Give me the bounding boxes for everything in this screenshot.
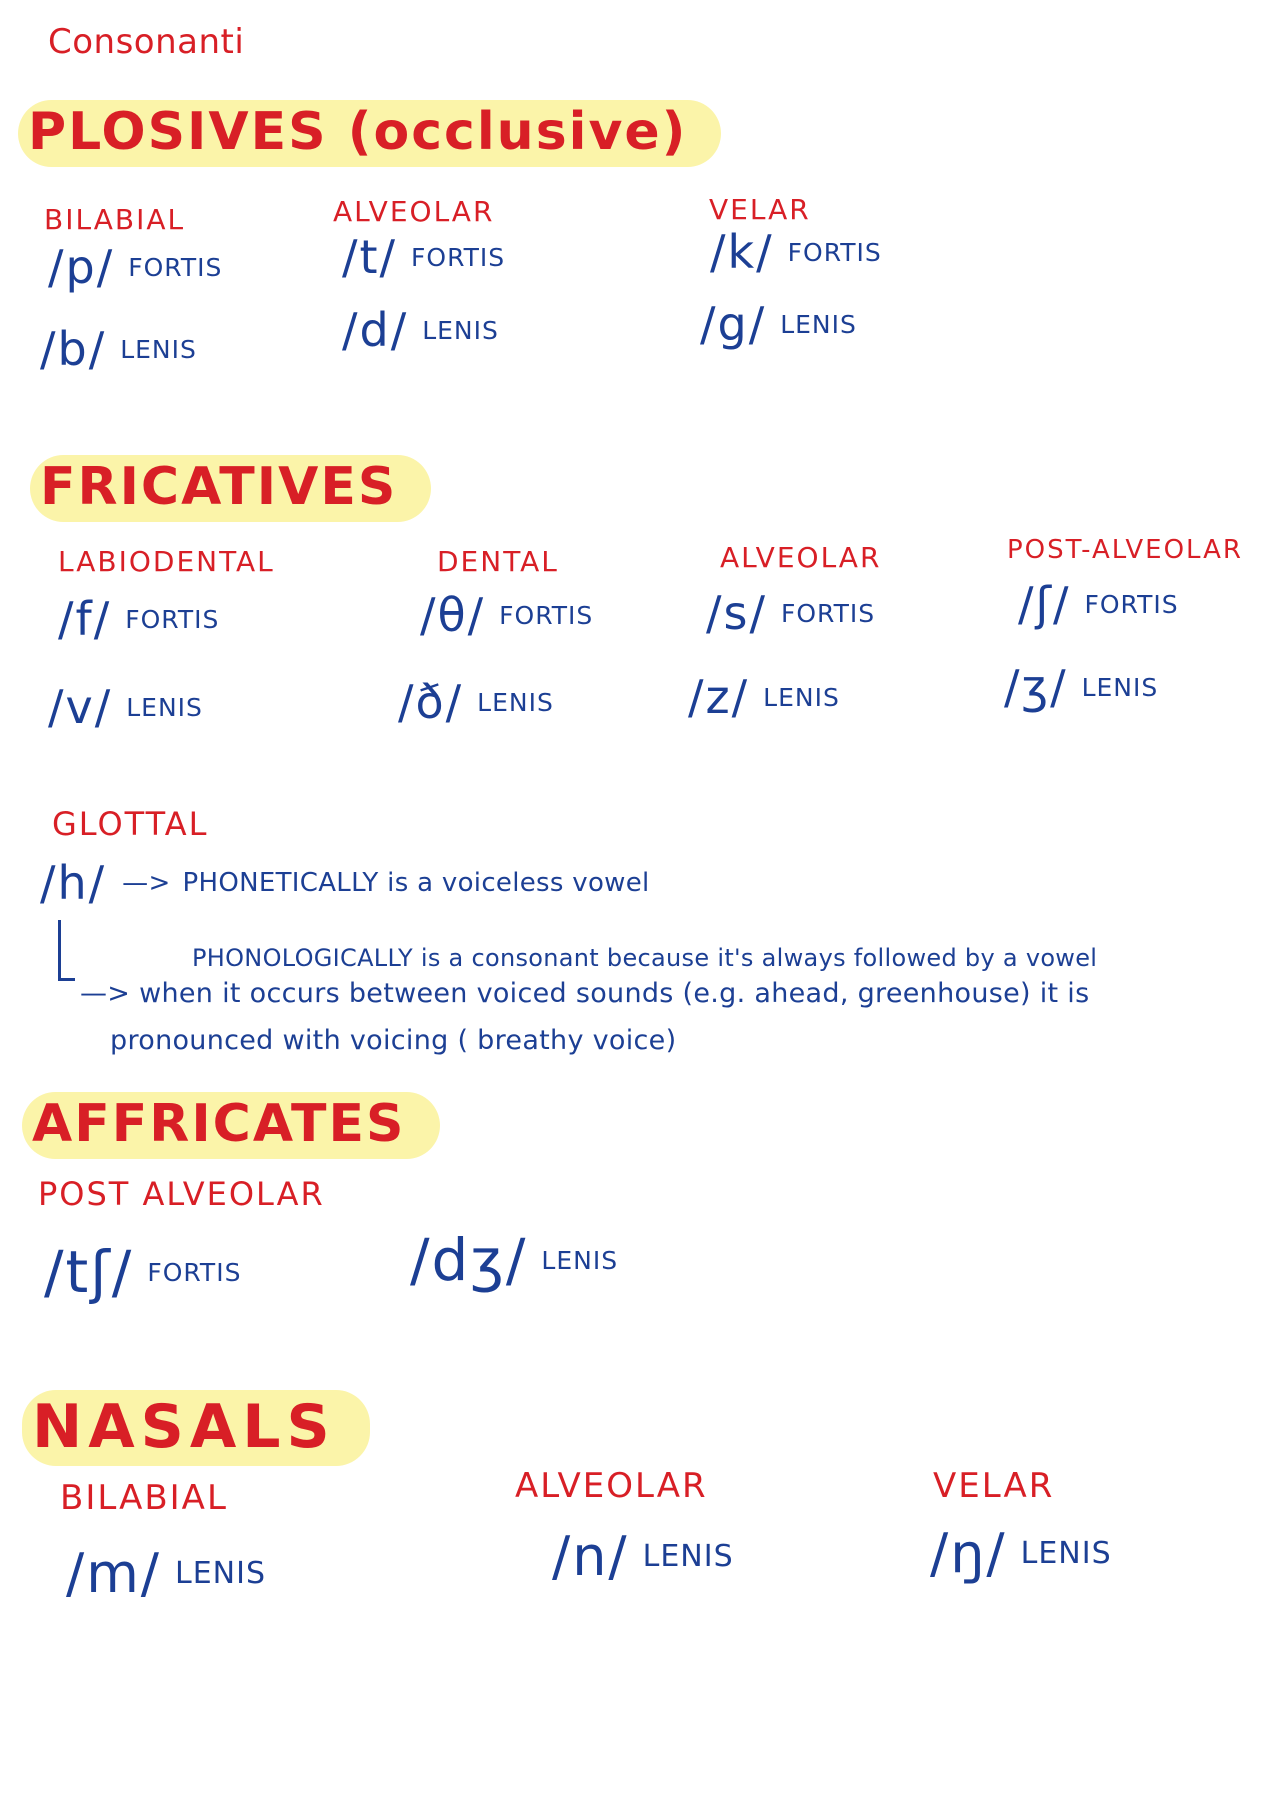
plosives-entry [40, 322, 197, 376]
page-title: Consonanti [48, 22, 245, 62]
glottal-note-phonological: PHONOLOGICALLY is a consonant because it's always followed by a vowel [192, 944, 1098, 972]
voicing-label: FORTIS [499, 600, 594, 630]
glottal-note-phonetic: PHONETICALLY is a voiceless vowel [182, 868, 650, 898]
voicing-label: LENIS [422, 315, 499, 345]
nasals-entry [552, 1525, 734, 1588]
phoneme-symbol: /v/ [48, 680, 113, 734]
voicing-label: LENIS [1020, 1536, 1112, 1571]
fricatives-entry [688, 670, 840, 724]
voicing-label: FORTIS [787, 237, 882, 267]
section-title-plosives: PLOSIVES (occlusive) [18, 100, 721, 167]
phoneme-symbol: /θ/ [420, 588, 486, 642]
glottal-note-breathy: pronounced with voicing ( breathy voice) [110, 1025, 677, 1056]
nasals-place-bilabial: BILABIAL [60, 1478, 228, 1518]
plosives-place-velar: VELAR [709, 193, 811, 226]
phoneme-symbol: /ð/ [398, 675, 464, 729]
plosives-place-alveolar: ALVEOLAR [333, 195, 495, 228]
plosives-entry [700, 297, 857, 351]
nasals-entry [930, 1522, 1112, 1585]
bracket-arrow-icon [58, 920, 75, 981]
phoneme-symbol: /m/ [66, 1542, 161, 1605]
phoneme-symbol: /ʒ/ [1004, 660, 1068, 714]
phoneme-symbol: /f/ [58, 592, 112, 646]
fricatives-place-alveolar: ALVEOLAR [720, 541, 882, 574]
plosives-entry [48, 240, 222, 294]
phoneme-symbol: /dʒ/ [410, 1226, 528, 1294]
glottal-note-voicing: —> when it occurs between voiced sounds (e.g. ahead, greenhouse) it is [80, 978, 1090, 1009]
fricatives-place-dental: DENTAL [437, 545, 559, 578]
voicing-label: FORTIS [128, 252, 223, 282]
fricatives-place-post-alveolar: POST-ALVEOLAR [1007, 535, 1243, 565]
fricatives-entry [48, 680, 203, 734]
phoneme-symbol: /h/ [40, 856, 107, 910]
voicing-label: LENIS [642, 1539, 734, 1574]
phoneme-symbol: /ʃ/ [1018, 577, 1071, 631]
fricatives-entry [398, 675, 554, 729]
fricatives-entry [1018, 577, 1179, 631]
affricates-place-post-alveolar: POST ALVEOLAR [38, 1175, 325, 1213]
voicing-label: FORTIS [125, 604, 220, 634]
voicing-label: LENIS [763, 682, 840, 712]
section-title-nasals: NASALS [22, 1390, 370, 1466]
nasals-place-alveolar: ALVEOLAR [515, 1466, 708, 1506]
phoneme-symbol: /tʃ/ [44, 1238, 134, 1306]
nasals-entry [66, 1542, 266, 1605]
voicing-label: FORTIS [1084, 589, 1179, 619]
plosives-entry [342, 303, 499, 357]
fricatives-entry [58, 592, 219, 646]
fricatives-entry [706, 586, 875, 640]
phoneme-symbol: /n/ [552, 1525, 629, 1588]
phoneme-symbol: /s/ [706, 586, 767, 640]
fricatives-entry [1004, 660, 1158, 714]
affricates-entry [44, 1238, 241, 1306]
section-title-affricates: AFFRICATES [22, 1092, 440, 1159]
phoneme-symbol: /g/ [700, 297, 767, 351]
voicing-label: LENIS [780, 309, 857, 339]
phoneme-symbol: /t/ [342, 230, 398, 284]
phoneme-symbol: /k/ [710, 225, 774, 279]
phoneme-symbol: /ŋ/ [930, 1522, 1007, 1585]
phoneme-symbol: /p/ [48, 240, 115, 294]
plosives-entry [710, 225, 882, 279]
plosives-place-bilabial: BILABIAL [44, 203, 186, 236]
fricatives-entry [420, 588, 593, 642]
phoneme-symbol: /z/ [688, 670, 750, 724]
nasals-place-velar: VELAR [933, 1466, 1055, 1506]
arrow-icon: —> [122, 868, 171, 898]
voicing-label: FORTIS [411, 242, 506, 272]
voicing-label: FORTIS [780, 598, 876, 628]
section-title-fricatives: FRICATIVES [30, 455, 431, 522]
phoneme-symbol: /b/ [40, 322, 107, 376]
voicing-label: LENIS [541, 1245, 619, 1275]
voicing-label: LENIS [175, 1556, 267, 1591]
affricates-entry [410, 1226, 618, 1294]
voicing-label: LENIS [477, 687, 554, 717]
fricatives-place-labiodental: LABIODENTAL [58, 545, 275, 578]
voicing-label: LENIS [1081, 672, 1159, 702]
glottal-place: GLOTTAL [52, 805, 209, 843]
plosives-entry [342, 230, 505, 284]
voicing-label: FORTIS [147, 1257, 242, 1287]
phoneme-symbol: /d/ [342, 303, 409, 357]
voicing-label: LENIS [120, 334, 197, 364]
glottal-entry [40, 856, 650, 910]
voicing-label: LENIS [126, 692, 203, 722]
